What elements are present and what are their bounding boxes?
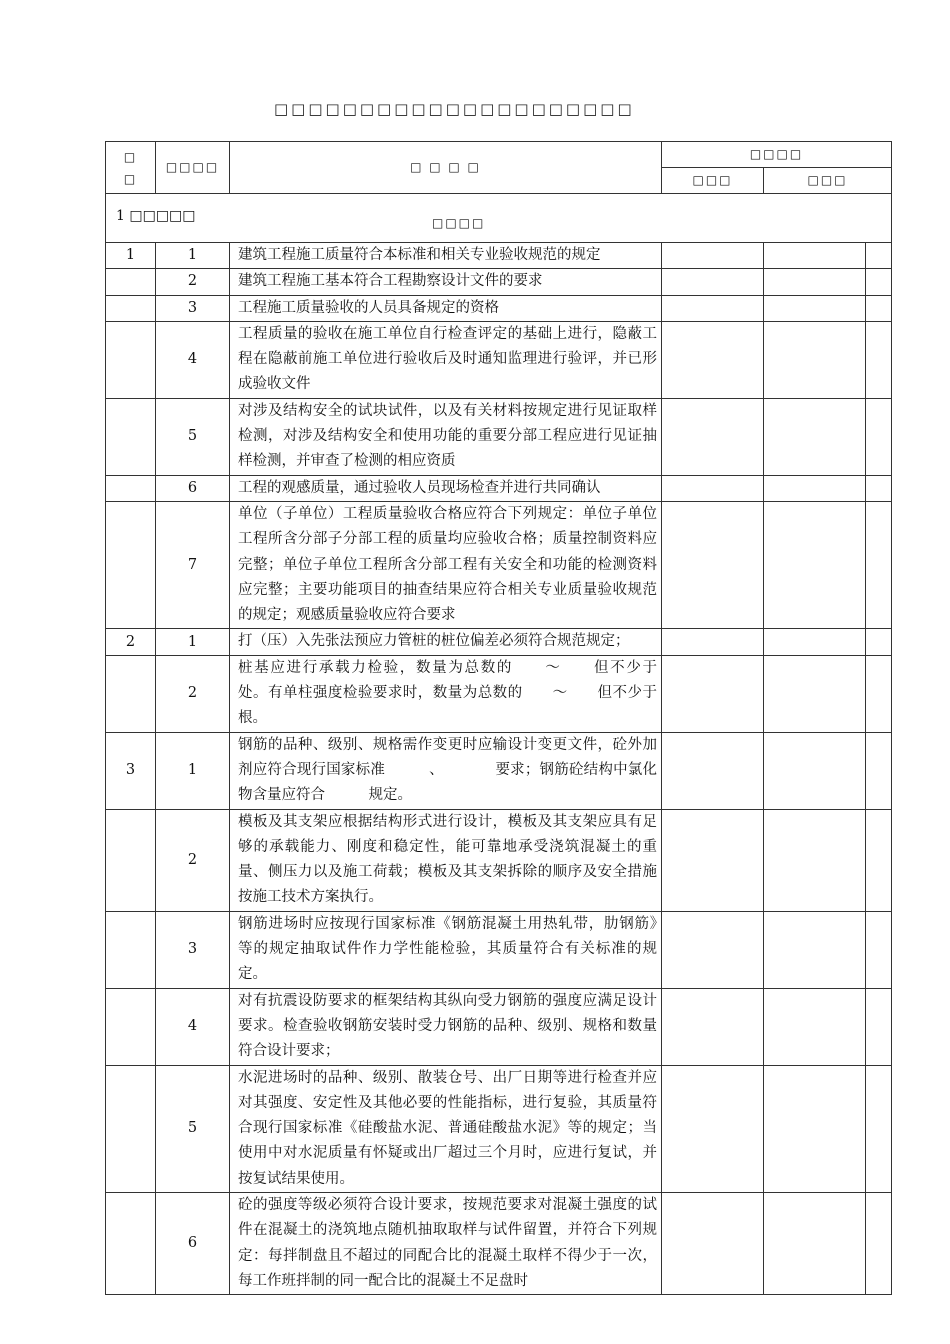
row-text: 模板及其支架应根据结构形式进行设计，模板及其支架应具有足够的承载能力、刚度和稳定性，能可靠地承受浇筑混凝土的重量、侧压力以及施工荷载；模板及其支架拆除的顺序及安全措施按施工技术方案执行。 — [230, 809, 662, 911]
row-text: 建筑工程施工基本符合工程勘察设计文件的要求 — [230, 269, 662, 295]
row-edge — [866, 629, 892, 655]
row-result-a — [662, 988, 764, 1065]
row-result-a — [662, 475, 764, 501]
row-result-b — [764, 911, 866, 988]
header-result-b: □□□ — [764, 168, 892, 194]
row-edge — [866, 1065, 892, 1192]
row-sub-number: 6 — [156, 1192, 230, 1294]
row-edge — [866, 501, 892, 628]
row-sub-number: 7 — [156, 501, 230, 628]
row-text: 工程质量的验收在施工单位自行检查评定的基础上进行，隐蔽工程在隐蔽前施工单位进行验收后及时通知监理进行验评，并已形成验收文件 — [230, 321, 662, 398]
row-group-number — [106, 269, 156, 295]
row-result-b — [764, 243, 866, 269]
table-row — [106, 988, 892, 1065]
row-result-a — [662, 295, 764, 321]
row-result-b — [764, 988, 866, 1065]
row-result-b — [764, 1065, 866, 1192]
table-row — [106, 732, 892, 809]
row-sub-number: 4 — [156, 988, 230, 1065]
row-result-a — [662, 732, 764, 809]
header-result-a: □□□ — [662, 168, 764, 194]
row-text: 工程的观感质量，通过验收人员现场检查并进行共同确认 — [230, 475, 662, 501]
row-result-b — [764, 655, 866, 732]
row-result-b — [764, 501, 866, 628]
row-edge — [866, 1192, 892, 1294]
row-edge — [866, 243, 892, 269]
row-group-number: 3 — [106, 732, 156, 809]
table-row — [106, 243, 892, 269]
row-result-a — [662, 1065, 764, 1192]
row-sub-number: 5 — [156, 398, 230, 475]
row-edge — [866, 809, 892, 911]
table-row — [106, 321, 892, 398]
header-item: □□□□ — [156, 142, 230, 194]
section-label: 1 □□□□□ — [116, 208, 196, 224]
row-group-number: 1 — [106, 243, 156, 269]
row-result-b — [764, 269, 866, 295]
row-result-b — [764, 475, 866, 501]
row-text: 钢筋的品种、级别、规格需作变更时应输设计变更文件，砼外加剂应符合现行国家标准 、 要求；钢筋砼结构中氯化物含量应符合 规定。 — [230, 732, 662, 809]
row-result-b — [764, 295, 866, 321]
row-group-number: 2 — [106, 629, 156, 655]
row-result-b — [764, 398, 866, 475]
row-text: 打（压）入先张法预应力管桩的桩位偏差必须符合规范规定； — [230, 629, 662, 655]
document-title: □□□□□□□□□□□□□□□□□□□□□ — [274, 100, 635, 118]
table-row — [106, 1192, 892, 1294]
row-edge — [866, 988, 892, 1065]
row-text: 单位（子单位）工程质量验收合格应符合下列规定：单位子单位工程所含分部子分部工程的质量均应验收合格；质量控制资料应完整；单位子单位工程所含分部工程有关安全和功能的检测资料应完整；主要功能项目的抽查结果应符合相关专业质量验收规范的规定；观感质量验收应符合要求 — [230, 501, 662, 628]
row-text: 钢筋进场时应按现行国家标准《钢筋混凝土用热轧带，肋钢筋》 等的规定抽取试件作力学性能检验，其质量符合有关标准的规定。 — [230, 911, 662, 988]
row-sub-number: 1 — [156, 629, 230, 655]
table-row — [106, 655, 892, 732]
row-edge — [866, 732, 892, 809]
row-sub-number: 2 — [156, 655, 230, 732]
row-edge — [866, 475, 892, 501]
row-sub-number: 1 — [156, 243, 230, 269]
row-sub-number: 2 — [156, 269, 230, 295]
row-result-b — [764, 1192, 866, 1294]
row-group-number — [106, 321, 156, 398]
row-result-a — [662, 321, 764, 398]
section-subtitle: □□□□ — [432, 216, 486, 230]
table-row — [106, 295, 892, 321]
row-edge — [866, 321, 892, 398]
row-edge — [866, 269, 892, 295]
table-row — [106, 809, 892, 911]
row-sub-number: 1 — [156, 732, 230, 809]
row-edge — [866, 655, 892, 732]
row-result-a — [662, 243, 764, 269]
row-result-a — [662, 501, 764, 628]
inspection-table — [105, 141, 892, 1295]
row-group-number — [106, 475, 156, 501]
section-row — [106, 194, 891, 242]
row-group-number — [106, 911, 156, 988]
row-sub-number: 6 — [156, 475, 230, 501]
row-group-number — [106, 501, 156, 628]
row-text: 水泥进场时的品种、级别、散装仓号、出厂日期等进行检查并应对其强度、安定性及其他必要的性能指标，进行复验，其质量符合现行国家标准《硅酸盐水泥、普通硅酸盐水泥》等的规定；当使用中对水泥质量有怀疑或出厂超过三个月时，应进行复试，并按复试结果使用。 — [230, 1065, 662, 1192]
row-group-number — [106, 1065, 156, 1192]
row-text: 建筑工程施工质量符合本标准和相关专业验收规范的规定 — [230, 243, 662, 269]
table-row — [106, 1065, 892, 1192]
row-group-number — [106, 398, 156, 475]
header-seq: □ □ — [106, 142, 156, 194]
table-row — [106, 398, 892, 475]
header-result: □□□□ — [662, 142, 892, 168]
table-row — [106, 911, 892, 988]
row-result-b — [764, 809, 866, 911]
row-result-b — [764, 629, 866, 655]
row-sub-number: 5 — [156, 1065, 230, 1192]
row-result-b — [764, 732, 866, 809]
row-group-number — [106, 295, 156, 321]
row-sub-number: 2 — [156, 809, 230, 911]
row-sub-number: 4 — [156, 321, 230, 398]
table-row — [106, 629, 892, 655]
table-row — [106, 475, 892, 501]
row-result-a — [662, 629, 764, 655]
row-group-number — [106, 655, 156, 732]
row-text: 对有抗震设防要求的框架结构其纵向受力钢筋的强度应满足设计要求。检查验收钢筋安装时受力钢筋的品种、级别、规格和数量符合设计要求； — [230, 988, 662, 1065]
row-edge — [866, 911, 892, 988]
row-text: 桩基应进行承载力检验，数量为总数的 ～ 但不少于 处。有单柱强度检验要求时，数量为总数的 ～ 但不少于 根。 — [230, 655, 662, 732]
row-result-a — [662, 655, 764, 732]
row-text: 砼的强度等级必须符合设计要求，按规范要求对混凝土强度的试件在混凝土的浇筑地点随机抽取取样与试件留置，并符合下列规定：每拌制盘且不超过的同配合比的混凝土取样不得少于一次，每工作班拌制的同一配合比的混凝土不足盘时 — [230, 1192, 662, 1294]
row-group-number — [106, 988, 156, 1065]
row-text: 工程施工质量验收的人员具备规定的资格 — [230, 295, 662, 321]
row-result-a — [662, 1192, 764, 1294]
row-text: 对涉及结构安全的试块试件，以及有关材料按规定进行见证取样检测，对涉及结构安全和使用功能的重要分部工程应进行见证抽样检测，并审查了检测的相应资质 — [230, 398, 662, 475]
row-group-number — [106, 809, 156, 911]
row-edge — [866, 295, 892, 321]
row-result-a — [662, 809, 764, 911]
row-result-b — [764, 321, 866, 398]
row-result-a — [662, 398, 764, 475]
table-row — [106, 501, 892, 628]
table-row — [106, 269, 892, 295]
row-group-number — [106, 1192, 156, 1294]
row-result-a — [662, 269, 764, 295]
header-content: □ □ □ □ — [230, 142, 662, 194]
row-edge — [866, 398, 892, 475]
row-sub-number: 3 — [156, 911, 230, 988]
row-sub-number: 3 — [156, 295, 230, 321]
